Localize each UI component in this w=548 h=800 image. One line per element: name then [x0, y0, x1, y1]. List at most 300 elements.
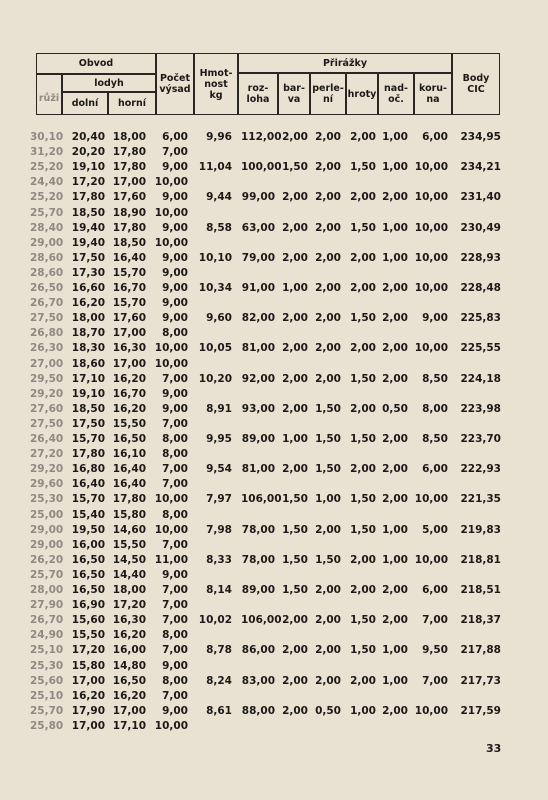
- table-cell: 17,60: [112, 191, 146, 204]
- table-cell: 2,00: [315, 282, 341, 294]
- table-cell: 2,00: [315, 614, 341, 627]
- table-cell: 15,70: [112, 297, 146, 310]
- table-cell: 228,93: [460, 251, 501, 264]
- table-cell: 217,73: [460, 674, 501, 687]
- table-cell: 16,00: [71, 538, 105, 551]
- table-cell: 10,00: [414, 251, 448, 264]
- table-cell: 24,40: [30, 176, 64, 189]
- table-cell: 15,50: [71, 629, 105, 642]
- table-cell: 14,50: [112, 553, 146, 566]
- header-perleni: perle- ní: [310, 73, 346, 115]
- table-cell: 79,00: [241, 251, 275, 264]
- table-cell: 16,50: [71, 553, 105, 566]
- table-cell: 2,00: [382, 493, 408, 506]
- table-cell: 5,00: [422, 523, 448, 536]
- table-cell: 9,00: [162, 312, 188, 325]
- table-cell: 217,88: [460, 644, 501, 657]
- table-cell: 27,90: [30, 599, 64, 612]
- header-luzi: růži: [36, 74, 62, 115]
- header-lodyh: lodyh: [62, 74, 156, 92]
- table-cell: 10,34: [198, 282, 232, 294]
- table-cell: 16,20: [112, 629, 146, 642]
- table-cell: 15,80: [112, 508, 146, 521]
- table-cell: 2,00: [315, 584, 341, 596]
- table-cell: 8,24: [206, 674, 232, 687]
- table-cell: 2,00: [315, 251, 341, 264]
- table-cell: 9,96: [206, 131, 232, 143]
- table-cell: 2,00: [382, 433, 408, 445]
- table-cell: 28,60: [30, 266, 64, 279]
- table-cell: 25,20: [30, 191, 64, 204]
- table-cell: 18,90: [112, 206, 146, 219]
- table-cell: 10,00: [154, 357, 188, 370]
- table-cell: 17,00: [112, 357, 146, 370]
- table-cell: 106,00: [241, 493, 282, 506]
- table-cell: 26,50: [30, 282, 64, 294]
- table-cell: 9,95: [206, 433, 232, 445]
- table-cell: 28,40: [30, 221, 64, 234]
- table-cell: 2,00: [315, 372, 341, 385]
- table-cell: 223,70: [460, 433, 501, 445]
- table-cell: 17,10: [71, 372, 105, 385]
- table-cell: 27,20: [30, 448, 64, 461]
- table-cell: 17,80: [71, 448, 105, 461]
- table-cell: 1,00: [382, 553, 408, 566]
- table-cell: 16,20: [71, 297, 105, 310]
- table-cell: 1,00: [382, 251, 408, 264]
- table-cell: 2,00: [382, 704, 408, 717]
- table-cell: 1,50: [350, 372, 376, 385]
- table-cell: 16,50: [112, 674, 146, 687]
- table-cell: 2,00: [282, 644, 308, 657]
- table-cell: 8,91: [206, 402, 232, 415]
- table-cell: 1,50: [350, 644, 376, 657]
- table-cell: 8,58: [206, 221, 232, 234]
- table-cell: 2,00: [315, 644, 341, 657]
- table-cell: 29,20: [30, 463, 64, 476]
- table-cell: 2,00: [382, 372, 408, 385]
- table-cell: 19,10: [71, 387, 105, 400]
- table-row: [0, 719, 548, 739]
- table-cell: 1,00: [382, 523, 408, 536]
- table-cell: 0,50: [382, 402, 408, 415]
- header-horni: horní: [108, 92, 156, 115]
- table-cell: 2,00: [382, 312, 408, 325]
- table-cell: 2,00: [382, 282, 408, 294]
- table-cell: 218,51: [460, 584, 501, 596]
- table-cell: 10,00: [154, 342, 188, 355]
- table-cell: 25,20: [30, 161, 64, 174]
- table-cell: 7,00: [422, 674, 448, 687]
- table-cell: 19,40: [71, 221, 105, 234]
- table-cell: 16,20: [112, 402, 146, 415]
- table-cell: 17,00: [71, 719, 105, 732]
- table-cell: 222,93: [460, 463, 501, 476]
- table-cell: 17,80: [112, 146, 146, 159]
- table-cell: 8,61: [206, 704, 232, 717]
- table-cell: 78,00: [241, 553, 275, 566]
- table-cell: 10,00: [154, 523, 188, 536]
- table-cell: 11,00: [154, 553, 188, 566]
- table-cell: 2,00: [282, 402, 308, 415]
- table-cell: 8,00: [162, 674, 188, 687]
- header-nadoc: nad- oč.: [378, 73, 414, 115]
- table-cell: 26,40: [30, 433, 64, 445]
- table-cell: 8,00: [162, 433, 188, 445]
- table-cell: 2,00: [315, 191, 341, 204]
- table-cell: 18,50: [71, 402, 105, 415]
- table-cell: 16,40: [112, 478, 146, 491]
- table-cell: 16,50: [71, 584, 105, 596]
- table-cell: 8,50: [422, 433, 448, 445]
- table-cell: 10,00: [414, 342, 448, 355]
- table-cell: 26,70: [30, 614, 64, 627]
- table-cell: 27,50: [30, 312, 64, 325]
- table-cell: 112,00: [241, 131, 282, 143]
- header-hroty: hroty: [346, 73, 378, 115]
- table-cell: 17,20: [71, 644, 105, 657]
- table-cell: 1,00: [350, 704, 376, 717]
- table-cell: 28,00: [30, 584, 64, 596]
- header-prirazky: Přirážky: [238, 53, 452, 73]
- table-cell: 17,60: [112, 312, 146, 325]
- table-cell: 30,10: [30, 131, 64, 143]
- table-cell: 1,50: [350, 523, 376, 536]
- table-cell: 1,50: [282, 523, 308, 536]
- table-cell: 26,20: [30, 553, 64, 566]
- table-cell: 10,00: [414, 191, 448, 204]
- table-cell: 15,70: [112, 266, 146, 279]
- table-cell: 218,37: [460, 614, 501, 627]
- table-cell: 218,81: [460, 553, 501, 566]
- table-cell: 18,30: [71, 342, 105, 355]
- table-cell: 10,00: [414, 282, 448, 294]
- table-cell: 29,00: [30, 236, 64, 249]
- table-cell: 8,14: [206, 584, 232, 596]
- table-cell: 31,20: [30, 146, 64, 159]
- table-cell: 15,50: [112, 538, 146, 551]
- table-cell: 2,00: [382, 584, 408, 596]
- table-cell: 2,00: [282, 704, 308, 717]
- table-cell: 25,60: [30, 674, 64, 687]
- table-cell: 10,00: [154, 236, 188, 249]
- header-body-cic: Body CIC: [452, 53, 500, 115]
- table-cell: 7,00: [162, 614, 188, 627]
- table-cell: 9,00: [162, 704, 188, 717]
- table-cell: 15,70: [71, 433, 105, 445]
- table-cell: 1,00: [382, 221, 408, 234]
- table-cell: 18,50: [112, 236, 146, 249]
- table-cell: 14,80: [112, 659, 146, 672]
- table-cell: 7,98: [206, 523, 232, 536]
- table-cell: 1,00: [282, 433, 308, 445]
- table-cell: 2,00: [282, 614, 308, 627]
- table-cell: 1,50: [282, 584, 308, 596]
- table-cell: 19,40: [71, 236, 105, 249]
- table-cell: 14,60: [112, 523, 146, 536]
- table-cell: 2,00: [282, 251, 308, 264]
- table-cell: 2,00: [282, 463, 308, 476]
- table-cell: 18,70: [71, 327, 105, 340]
- table-cell: 25,30: [30, 493, 64, 506]
- table-cell: 2,00: [282, 191, 308, 204]
- table-cell: 1,50: [282, 493, 308, 506]
- table-cell: 8,00: [162, 508, 188, 521]
- table-cell: 16,50: [71, 568, 105, 581]
- table-cell: 16,30: [112, 342, 146, 355]
- table-cell: 17,50: [71, 417, 105, 430]
- table-cell: 225,83: [460, 312, 501, 325]
- table-cell: 25,10: [30, 644, 64, 657]
- table-cell: 6,00: [422, 584, 448, 596]
- table-cell: 2,00: [315, 131, 341, 143]
- table-cell: 9,00: [162, 659, 188, 672]
- table-cell: 20,40: [71, 131, 105, 143]
- header-pocet-vysad: Počet výsad: [156, 53, 194, 115]
- table-cell: 9,00: [162, 221, 188, 234]
- table-cell: 78,00: [241, 523, 275, 536]
- table-cell: 7,00: [162, 372, 188, 385]
- table-cell: 17,00: [112, 176, 146, 189]
- table-cell: 25,30: [30, 659, 64, 672]
- table-cell: 29,60: [30, 478, 64, 491]
- table-cell: 2,00: [315, 221, 341, 234]
- table-cell: 29,50: [30, 372, 64, 385]
- table-cell: 1,50: [282, 553, 308, 566]
- table-cell: 2,00: [350, 131, 376, 143]
- table-cell: 7,00: [162, 689, 188, 702]
- table-header: [36, 53, 500, 115]
- table-cell: 7,00: [162, 584, 188, 596]
- table-cell: 17,20: [71, 176, 105, 189]
- table-cell: 15,70: [71, 493, 105, 506]
- table-cell: 2,00: [315, 161, 341, 174]
- table-cell: 9,44: [206, 191, 232, 204]
- table-cell: 7,00: [422, 614, 448, 627]
- table-cell: 19,10: [71, 161, 105, 174]
- table-cell: 16,40: [112, 463, 146, 476]
- header-barva: bar- va: [278, 73, 310, 115]
- table-cell: 106,00: [241, 614, 282, 627]
- table-cell: 1,50: [282, 161, 308, 174]
- table-cell: 26,80: [30, 327, 64, 340]
- table-cell: 2,00: [382, 614, 408, 627]
- table-cell: 9,00: [162, 282, 188, 294]
- table-cell: 2,00: [350, 282, 376, 294]
- table-cell: 1,50: [350, 221, 376, 234]
- table-cell: 25,80: [30, 719, 64, 732]
- table-cell: 2,00: [350, 553, 376, 566]
- table-cell: 19,50: [71, 523, 105, 536]
- table-cell: 16,70: [112, 387, 146, 400]
- table-cell: 11,04: [198, 161, 232, 174]
- header-koruna: koru- na: [414, 73, 452, 115]
- table-cell: 7,97: [206, 493, 232, 506]
- table-cell: 89,00: [241, 433, 275, 445]
- table-cell: 82,00: [241, 312, 275, 325]
- table-cell: 9,00: [162, 161, 188, 174]
- table-cell: 2,00: [350, 463, 376, 476]
- table-cell: 9,00: [162, 266, 188, 279]
- table-cell: 10,00: [414, 221, 448, 234]
- table-cell: 228,48: [460, 282, 501, 294]
- table-cell: 25,00: [30, 508, 64, 521]
- header-dolni: dolní: [62, 92, 108, 115]
- table-cell: 10,00: [154, 719, 188, 732]
- table-cell: 25,70: [30, 704, 64, 717]
- table-cell: 63,00: [241, 221, 275, 234]
- table-cell: 230,49: [460, 221, 501, 234]
- table-cell: 6,00: [162, 131, 188, 143]
- table-cell: 10,00: [154, 176, 188, 189]
- table-cell: 7,00: [162, 417, 188, 430]
- table-cell: 8,00: [162, 629, 188, 642]
- header-rozloha: roz- loha: [238, 73, 278, 115]
- table-cell: 1,50: [315, 433, 341, 445]
- table-cell: 1,50: [350, 312, 376, 325]
- table-cell: 16,60: [71, 282, 105, 294]
- table-cell: 26,30: [30, 342, 64, 355]
- table-cell: 219,83: [460, 523, 501, 536]
- table-cell: 16,50: [112, 433, 146, 445]
- table-cell: 17,90: [71, 704, 105, 717]
- table-cell: 10,20: [198, 372, 232, 385]
- table-cell: 16,30: [112, 614, 146, 627]
- table-cell: 2,00: [315, 674, 341, 687]
- table-cell: 27,50: [30, 417, 64, 430]
- table-cell: 231,40: [460, 191, 501, 204]
- table-cell: 16,00: [112, 644, 146, 657]
- table-cell: 1,50: [350, 433, 376, 445]
- table-cell: 9,00: [422, 312, 448, 325]
- table-cell: 17,00: [71, 674, 105, 687]
- table-cell: 223,98: [460, 402, 501, 415]
- table-cell: 16,20: [71, 689, 105, 702]
- table-cell: 15,80: [71, 659, 105, 672]
- table-cell: 17,50: [71, 251, 105, 264]
- table-cell: 7,00: [162, 538, 188, 551]
- table-cell: 9,00: [162, 191, 188, 204]
- table-cell: 2,00: [315, 312, 341, 325]
- table-cell: 9,50: [422, 644, 448, 657]
- table-cell: 1,00: [382, 131, 408, 143]
- table-cell: 9,00: [162, 402, 188, 415]
- header-obvod: Obvod: [36, 53, 156, 74]
- table-cell: 16,90: [71, 599, 105, 612]
- table-cell: 18,50: [71, 206, 105, 219]
- table-cell: 2,00: [350, 342, 376, 355]
- table-cell: 7,00: [162, 463, 188, 476]
- table-cell: 9,00: [162, 568, 188, 581]
- table-cell: 7,00: [162, 644, 188, 657]
- table-cell: 10,00: [414, 493, 448, 506]
- table-cell: 86,00: [241, 644, 275, 657]
- table-cell: 100,00: [241, 161, 282, 174]
- table-cell: 224,18: [460, 372, 501, 385]
- table-cell: 25,70: [30, 568, 64, 581]
- table-cell: 2,00: [350, 674, 376, 687]
- table-cell: 93,00: [241, 402, 275, 415]
- table-cell: 9,00: [162, 251, 188, 264]
- table-cell: 1,50: [350, 493, 376, 506]
- table-cell: 2,00: [382, 191, 408, 204]
- table-cell: 27,60: [30, 402, 64, 415]
- table-cell: 1,50: [315, 463, 341, 476]
- table-cell: 2,00: [382, 342, 408, 355]
- table-cell: 1,00: [315, 493, 341, 506]
- table-cell: 17,10: [112, 719, 146, 732]
- table-cell: 6,00: [422, 463, 448, 476]
- table-cell: 7,00: [162, 599, 188, 612]
- table-cell: 15,40: [71, 508, 105, 521]
- table-cell: 18,00: [112, 131, 146, 143]
- table-cell: 27,00: [30, 357, 64, 370]
- table-cell: 225,55: [460, 342, 501, 355]
- table-cell: 0,50: [315, 704, 341, 717]
- table-cell: 8,78: [206, 644, 232, 657]
- table-cell: 17,30: [71, 266, 105, 279]
- table-cell: 9,54: [206, 463, 232, 476]
- table-cell: 2,00: [350, 402, 376, 415]
- table-cell: 1,00: [282, 282, 308, 294]
- table-cell: 24,90: [30, 629, 64, 642]
- table-cell: 99,00: [241, 191, 275, 204]
- table-cell: 15,60: [71, 614, 105, 627]
- table-cell: 8,33: [206, 553, 232, 566]
- table-cell: 217,59: [460, 704, 501, 717]
- table-cell: 81,00: [241, 342, 275, 355]
- table-cell: 17,80: [71, 191, 105, 204]
- table-cell: 10,00: [414, 704, 448, 717]
- table-cell: 20,20: [71, 146, 105, 159]
- table-cell: 2,00: [282, 312, 308, 325]
- table-cell: 17,80: [112, 161, 146, 174]
- table-cell: 10,00: [414, 161, 448, 174]
- table-cell: 92,00: [241, 372, 275, 385]
- table-cell: 2,00: [282, 674, 308, 687]
- table-cell: 2,00: [315, 523, 341, 536]
- table-cell: 234,95: [460, 131, 501, 143]
- table-cell: 10,00: [154, 206, 188, 219]
- table-cell: 16,70: [112, 282, 146, 294]
- table-cell: 2,00: [350, 251, 376, 264]
- table-cell: 1,00: [382, 674, 408, 687]
- table-cell: 16,40: [112, 251, 146, 264]
- table-cell: 7,00: [162, 478, 188, 491]
- table-cell: 25,10: [30, 689, 64, 702]
- table-cell: 17,80: [112, 493, 146, 506]
- page-number: 33: [486, 742, 502, 755]
- table-cell: 10,10: [198, 251, 232, 264]
- table-cell: 18,00: [71, 312, 105, 325]
- table-cell: 1,00: [382, 161, 408, 174]
- table-cell: 16,40: [71, 478, 105, 491]
- table-cell: 7,00: [162, 146, 188, 159]
- table-cell: 10,00: [154, 493, 188, 506]
- table-cell: 9,60: [206, 312, 232, 325]
- table-cell: 9,00: [162, 387, 188, 400]
- table-cell: 2,00: [350, 584, 376, 596]
- table-cell: 2,00: [350, 191, 376, 204]
- table-cell: 16,80: [71, 463, 105, 476]
- table-cell: 81,00: [241, 463, 275, 476]
- table-cell: 234,21: [460, 161, 501, 174]
- table-cell: 1,00: [382, 644, 408, 657]
- table-cell: 2,00: [282, 221, 308, 234]
- table-cell: 2,00: [282, 372, 308, 385]
- header-hmotnost: Hmot- nost kg: [194, 53, 238, 115]
- table-cell: 2,00: [382, 463, 408, 476]
